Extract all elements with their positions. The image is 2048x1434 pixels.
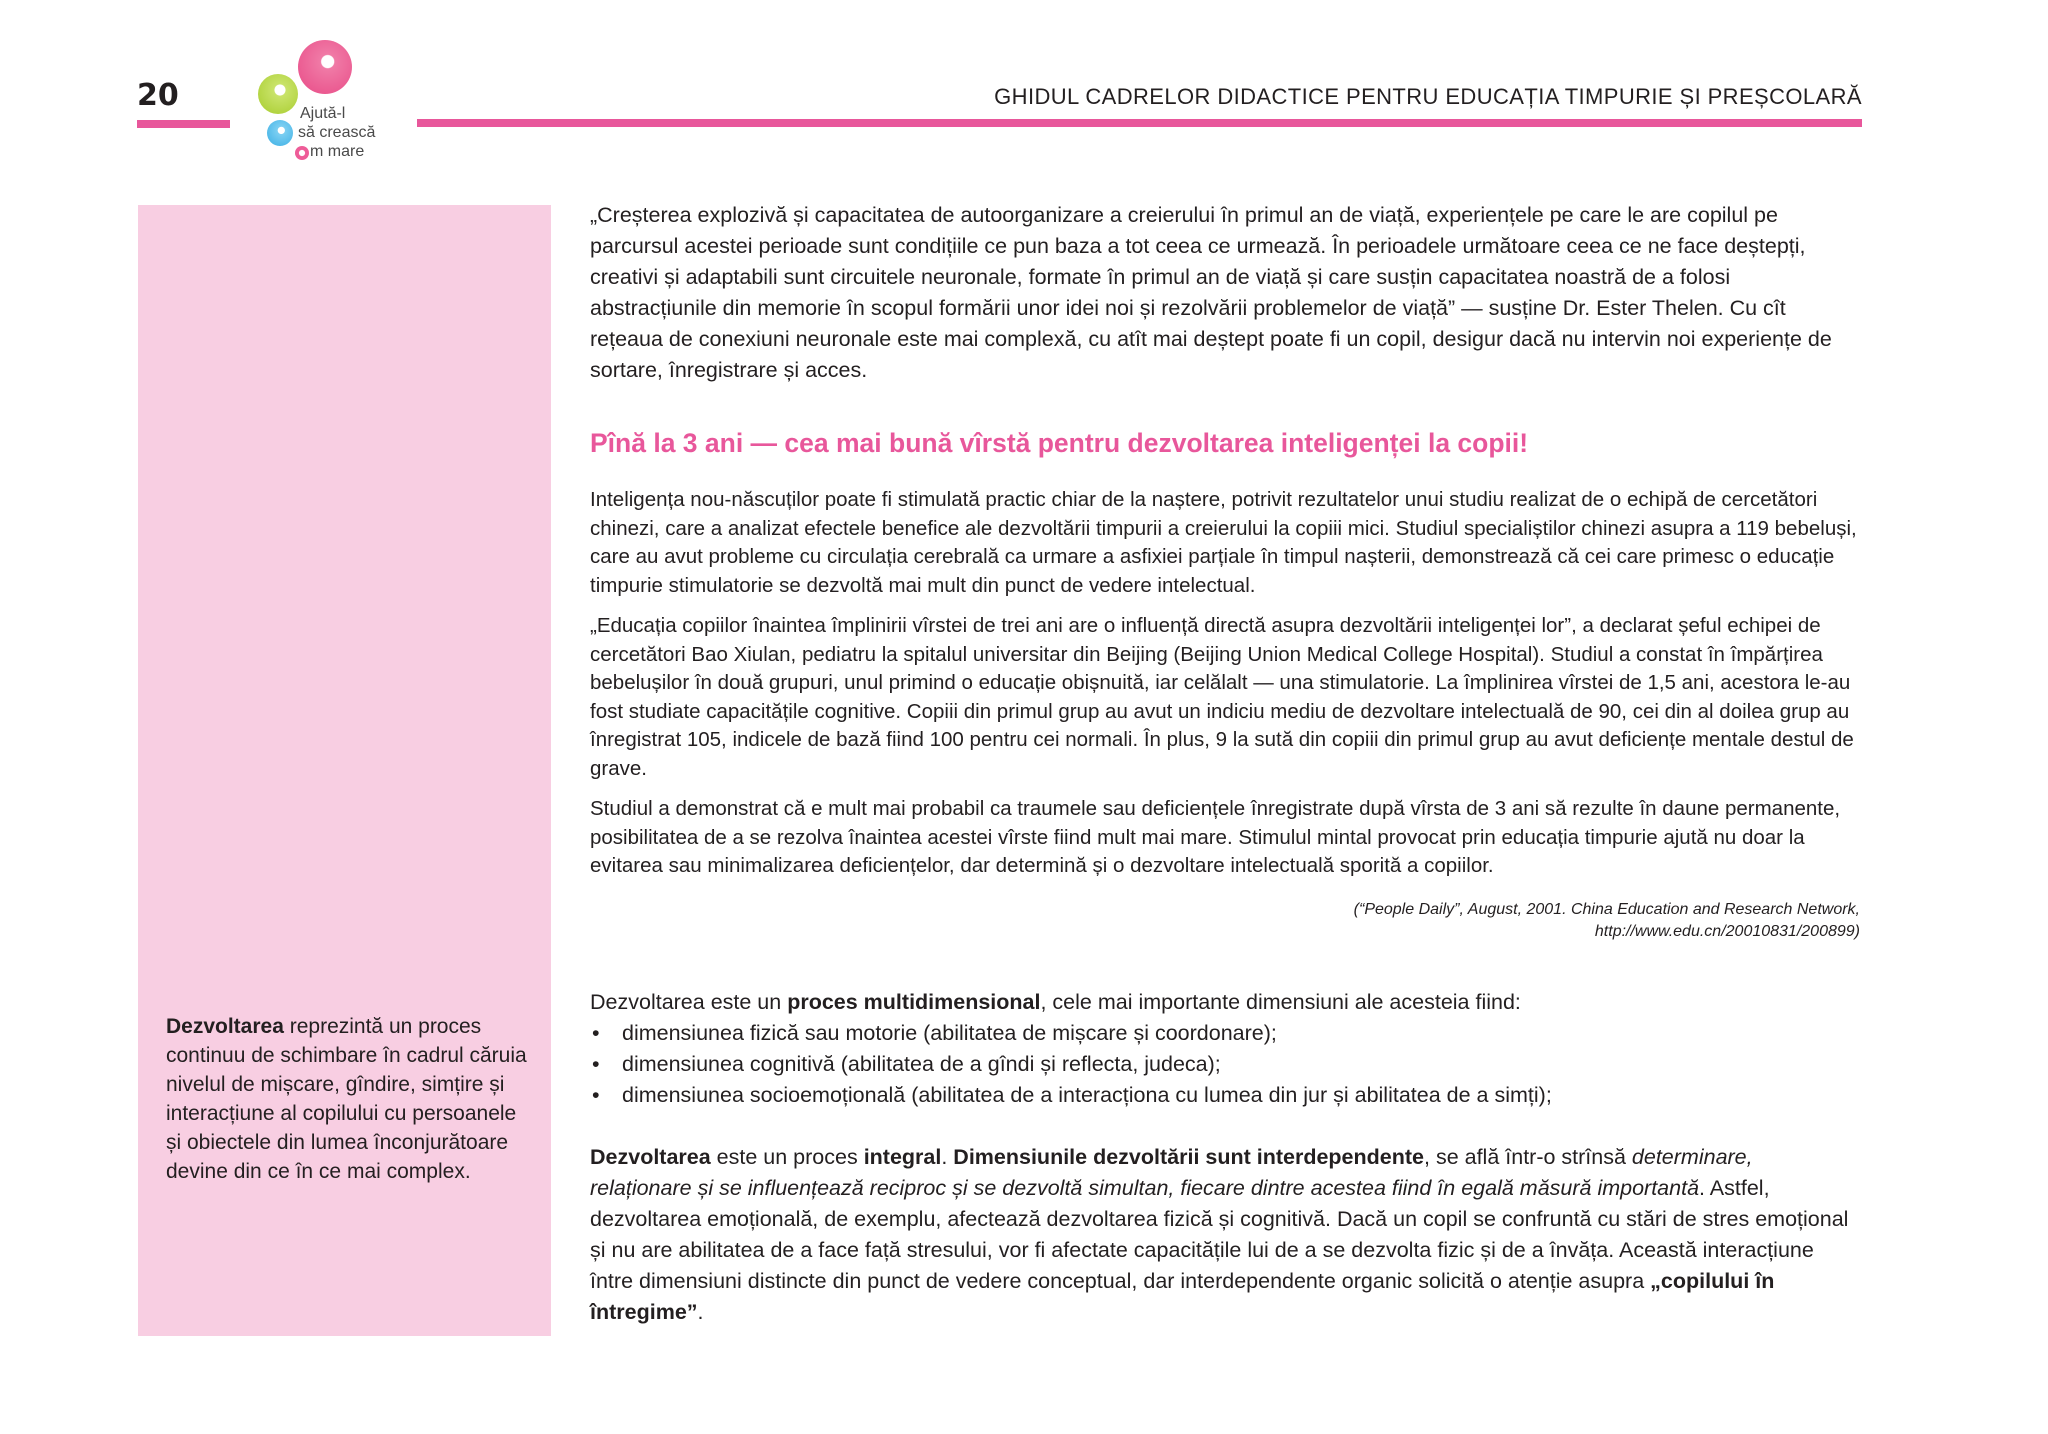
logo-green-ball-icon — [258, 74, 298, 114]
logo-pink-ball-icon — [298, 40, 352, 94]
integral-bold-2: integral — [863, 1144, 942, 1169]
citation-line-1: (“People Daily”, August, 2001. China Education and Research Network, — [1353, 900, 1860, 918]
integral-bold-1: Dezvoltarea — [590, 1144, 711, 1169]
development-intro-text-b: , cele mai importante dimensiuni ale acesteia fiind: — [1040, 989, 1521, 1014]
development-intro-text-a: Dezvoltarea este un — [590, 989, 788, 1014]
body-paragraph-2: „Educația copiilor înaintea împlinirii vîrstei de trei ani are o influență directă asupra dezvoltării inteligenței lor”, a declarat șeful echipei de cercetători Bao Xiulan, pediatru la spitalul universitar din Beijing (Beijing Union Medical College Hospital). Studiul a constat în împărțirea bebelușilor în două grupuri, unul primind o educație obișnuită, iar celălalt — una stimulatorie. La împlinirea vîrstei de 1,5 ani, acestora le-au fost studiate capacitățile cognitive. Copiii din primul grup au avut un indiciu mediu de dezvoltare intelectuală de 90, cei din al doilea grup au înregistrat 105, indicele de bază fiind 100 pentru cei normali. În plus, 9 la sută din copiii din primul grup au avut deficiențe mentale destul de grave. — [590, 614, 1854, 780]
dimensions-list — [590, 1018, 1860, 1111]
page-number: 20 — [137, 78, 179, 113]
integral-bold-4: „copilului în întregime” — [590, 1268, 1775, 1324]
sidebar-text: reprezintă un proces continuu de schimbare în cadrul căruia nivelul de mișcare, gîndire, simțire și interacțiune al copilului cu persoanele și obiectele din lumea înconjurătoare devine din ce în ce mai complex. — [166, 1015, 527, 1183]
citation-line-2: http://www.edu.cn/20010831/200899) — [1594, 922, 1860, 940]
integral-text-3: , se află într-o strînsă — [1424, 1144, 1632, 1169]
list-item: • dimensiunea socioemoțională (abilitatea de a interacționa cu lumea din jur și abilitatea de a simți); — [590, 1080, 1860, 1111]
logo-small-ball-icon — [295, 146, 309, 160]
development-intro — [590, 987, 1860, 1018]
integral-bold-3: Dimensiunile dezvoltării sunt interdependente — [953, 1144, 1424, 1169]
integral-text-4: . Astfel, dezvoltarea emoțională, de exemplu, afectează dezvoltarea fizică și cognitivă. Dacă un copil se confruntă cu stări de stres emoțional și nu are abilitatea de a face față stresului, vor fi afectate capacitățile lui de a se dezvolta fizic și de a învăța. Această interacțiune între dimensiuni distincte din punct de vedere conceptual, dar interdependente organic solicită o atenție asupra — [590, 1175, 1849, 1293]
intro-quote: „Creșterea explozivă și capacitatea de autoorganizare a creierului în primul an de viață, experiențele pe care le are copilul pe parcursul acestei perioade sunt condițiile ce pun baza a tot ceea ce urmează. În perioadele următoare ceea ce ne face deștepți, creativi și adaptabili sunt circuitele neuronale, formate în primul an de viață și care susțin capacitatea noastră de a folosi abstracțiunile din memorie în scopul formării unor idei noi și rezolvării problemelor de viață” — susține Dr. Ester Thelen. Cu cît rețeaua de conexiuni neuronale este mai complexă, cu atît mai deștept poate fi un copil, desigur dacă nu intervin noi experiențe de sortare, înregistrare și acces. — [590, 203, 1832, 382]
logo-line-3: m mare — [310, 143, 365, 160]
integral-paragraph — [590, 1142, 1860, 1328]
list-item: • dimensiunea fizică sau motorie (abilitatea de mișcare și coordonare); — [590, 1018, 1860, 1049]
header-rule-left — [137, 120, 230, 128]
development-intro-bold: proces multidimensional — [787, 989, 1041, 1014]
body-paragraph-3: Studiul a demonstrat că e mult mai probabil ca traumele sau deficiențele înregistrate după vîrsta de 3 ani să rezulte în daune permanente, posibilitatea de a se rezolva înaintea acestei vîrste fiind mult mai mare. Stimulul mintal provocat prin educația timpurie ajută nu doar la evitarea sau minimalizarea deficiențelor, dar determină și o dezvoltare intelectuală sporită a copiilor. — [590, 797, 1841, 877]
sidebar-definition — [166, 1012, 536, 1186]
main-content — [590, 200, 1860, 1328]
logo-line-2: să crească — [298, 124, 376, 141]
body-paragraph-1: Inteligența nou-născuților poate fi stimulată practic chiar de la naștere, potrivit rezultatelor unui studiu realizat de o echipă de cercetători chinezi, care a analizat efectele benefice ale dezvoltării timpurii a creierului la copiii mici. Studiul specialiștilor chinezi asupra a 119 bebeluși, care au avut probleme cu circulația cerebrală ca urmare a asfixiei parțiale în timpul nașterii, demonstrează că cei care primesc o educație timpurie stimulatorie se dezvoltă mai mult din punct de vedere intelectual. — [590, 488, 1857, 597]
citation — [590, 899, 1860, 943]
logo-blue-ball-icon — [267, 120, 293, 146]
section-heading: Pînă la 3 ani — cea mai bună vîrstă pentru dezvoltarea inteligenței la copii! — [590, 428, 1529, 458]
logo — [256, 36, 406, 166]
integral-text-2: . — [941, 1144, 954, 1169]
header-title: GHIDUL CADRELOR DIDACTICE PENTRU EDUCAȚIA TIMPURIE ȘI PREȘCOLARĂ — [994, 84, 1862, 109]
sidebar-term: Dezvoltarea — [166, 1015, 284, 1038]
list-item: • dimensiunea cognitivă (abilitatea de a gîndi și reflecta, judeca); — [590, 1049, 1860, 1080]
integral-text-1: este un proces — [710, 1144, 864, 1169]
logo-line-1: Ajută-l — [300, 105, 346, 122]
integral-text-5: . — [697, 1299, 704, 1324]
integral-italic: determinare, relaționare și se influențează reciproc și se dezvoltă simultan, fiecare dintre acestea fiind în egală măsură importantă — [590, 1144, 1753, 1200]
header-rule-right — [417, 119, 1862, 127]
